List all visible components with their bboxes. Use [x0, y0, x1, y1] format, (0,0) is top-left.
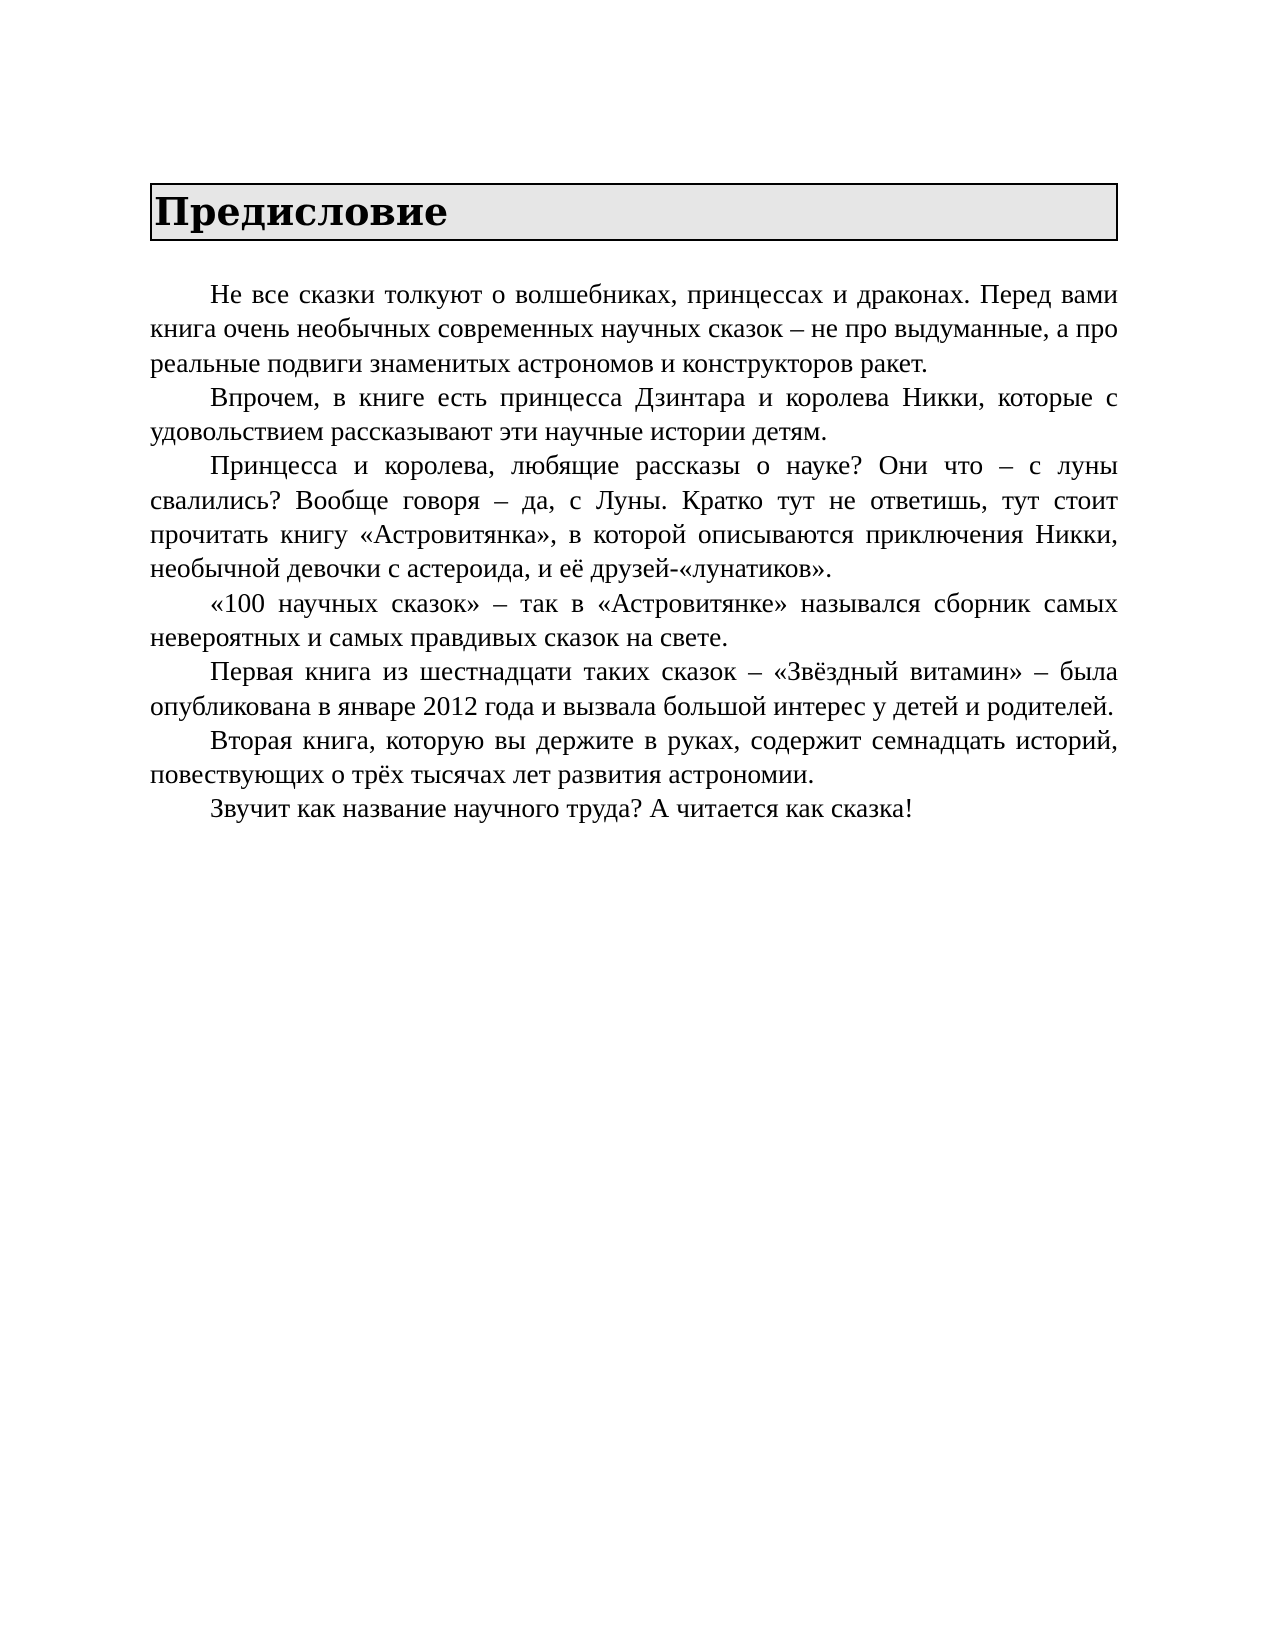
- body-text: [150, 277, 1118, 826]
- paragraph-7: Звучит как название научного труда? А читается как сказка!: [210, 792, 914, 824]
- page-title: Предисловие: [154, 189, 449, 234]
- paragraph-3: Принцесса и королева, любящие рассказы о науке? Они что – с луны свалились? Вообще говоря – да, с Луны. Кратко тут не ответишь, тут стоит прочитать книгу «Астровитянка», в которой описываются приключения Никки, необычной девочки с астероида, и её друзей-«лунатиков».: [150, 449, 1118, 584]
- paragraph-5: Первая книга из шестнадцати таких сказок – «Звёздный витамин» – была опубликована в январе 2012 года и вызвала большой интерес у детей и родителей.: [150, 655, 1118, 721]
- paragraph-1: Не все сказки толкуют о волшебниках, принцессах и драконах. Перед вами книга очень необычных современных научных сказок – не про выдуманные, а про реальные подвиги знаменитых астрономов и конструкторов ракет.: [150, 278, 1118, 378]
- paragraph-2: Впрочем, в книге есть принцесса Дзинтара и королева Никки, которые с удовольствием рассказывают эти научные истории детям.: [150, 380, 1118, 447]
- heading-box: [150, 183, 1118, 241]
- paragraph-4: «100 научных сказок» – так в «Астровитянке» назывался сборник самых невероятных и самых правдивых сказок на свете.: [150, 586, 1118, 652]
- paragraph-6: Вторая книга, которую вы держите в руках, содержит семнадцать историй, повествующих о трёх тысячах лет развития астрономии.: [150, 723, 1118, 790]
